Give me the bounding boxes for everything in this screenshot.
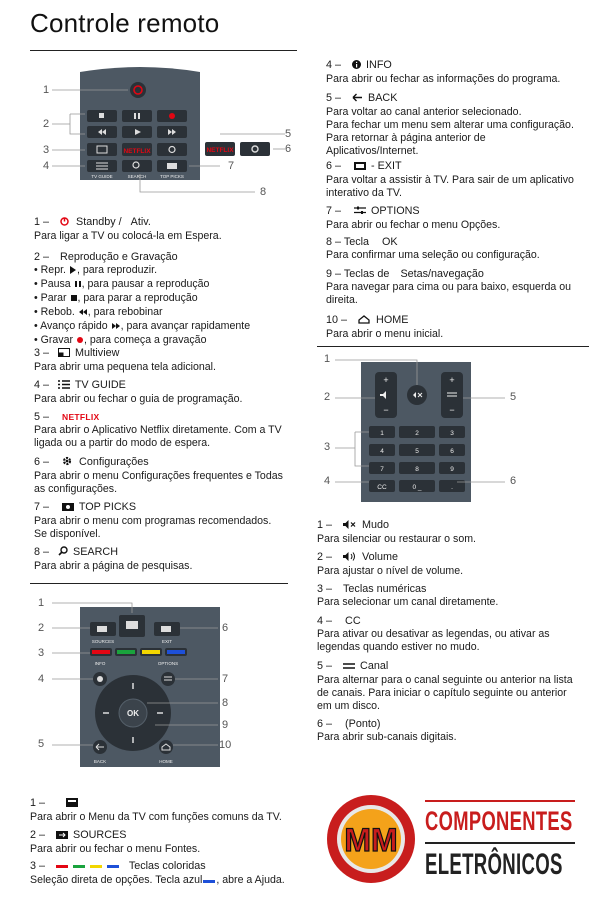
bullet-rewind-label: • Rebob. bbox=[34, 305, 75, 318]
item-number: 1 – bbox=[34, 216, 50, 228]
item-desc-2: de canais. Para iniciar o capítulo seguinte ou anterior bbox=[317, 687, 567, 700]
item-desc: Para abrir o menu com programas recomendados. bbox=[34, 515, 272, 528]
remote-diagram-top bbox=[30, 62, 300, 202]
item-desc: Para voltar a assistir à TV. Para sair de um aplicativo bbox=[326, 174, 574, 187]
right-divider bbox=[317, 346, 589, 347]
remote3-label-2: 2 bbox=[324, 391, 331, 403]
options-icon bbox=[354, 206, 366, 219]
item-number: 2 – bbox=[317, 551, 333, 563]
remote3-label-5: 5 bbox=[510, 391, 517, 403]
item-tv-guide bbox=[34, 379, 299, 406]
item-channel bbox=[317, 660, 589, 713]
item-desc: Para abrir o menu Configurações frequentes e Todas bbox=[34, 470, 283, 483]
item-desc-3: Para retornar à página anterior de bbox=[326, 132, 486, 145]
numeric-key-label: 1 bbox=[380, 430, 384, 437]
item-heading: Teclas coloridas bbox=[128, 860, 206, 872]
item-heading: (Ponto) bbox=[345, 718, 381, 730]
bullet-rewind-desc: , para rebobinar bbox=[87, 305, 163, 318]
item-number: 6 – bbox=[326, 160, 342, 172]
blue-key-icon bbox=[203, 875, 215, 888]
numeric-key-label: 5 bbox=[415, 448, 419, 455]
item-desc: Para abrir a página de pesquisas. bbox=[34, 560, 193, 573]
bullet-play-desc: , para reproduzir. bbox=[76, 264, 158, 277]
item-desc-2: , abre a Ajuda. bbox=[216, 874, 285, 887]
remote2-label-3: 3 bbox=[38, 647, 45, 659]
logo-text-componentes: COMPONENTES bbox=[425, 806, 573, 836]
item-number: 10 – bbox=[326, 314, 348, 326]
search-icon bbox=[58, 546, 68, 560]
remote2-label-10: 10 bbox=[219, 739, 232, 751]
item-color-keys bbox=[30, 860, 305, 888]
numeric-key-label: . bbox=[451, 484, 453, 491]
remote1-label-1: 1 bbox=[43, 84, 50, 96]
item-multiview bbox=[34, 347, 299, 374]
item-numeric-keys bbox=[317, 583, 589, 609]
tv-menu-icon bbox=[66, 798, 78, 811]
fast-forward-icon bbox=[111, 321, 121, 334]
remote1-label-2: 2 bbox=[43, 118, 50, 130]
item-number: 3 – bbox=[317, 583, 333, 595]
item-number: 6 – bbox=[34, 456, 50, 468]
remote2-label-6: 6 bbox=[222, 622, 229, 634]
item-desc: Para confirmar uma seleção ou configuração. bbox=[326, 249, 540, 262]
item-number: 3 – bbox=[34, 347, 50, 359]
left-divider bbox=[30, 583, 288, 584]
svg-text:HOME: HOME bbox=[159, 759, 173, 764]
gear-icon bbox=[62, 456, 72, 470]
item-heading: Canal bbox=[360, 660, 389, 672]
volume-icon bbox=[343, 552, 357, 565]
item-sources bbox=[30, 829, 300, 856]
numeric-key-label: 6 bbox=[450, 448, 454, 455]
item-desc: Para abrir ou fechar o menu Opções. bbox=[326, 219, 501, 232]
item-desc: Para abrir ou fechar o menu Fontes. bbox=[30, 843, 201, 856]
remote2-label-1: 1 bbox=[38, 597, 45, 609]
back-arrow-icon bbox=[352, 93, 363, 106]
item-number: 5 – bbox=[326, 92, 342, 104]
item-desc-3: em um disco. bbox=[317, 700, 380, 713]
bullet-ff-label: • Avanço rápido bbox=[34, 319, 108, 332]
mute-icon bbox=[343, 520, 357, 533]
item-dot bbox=[317, 718, 589, 744]
item-number: 7 – bbox=[326, 205, 342, 217]
item-number: 9 – Teclas de bbox=[326, 268, 390, 280]
item-number: 7 – bbox=[34, 501, 50, 513]
item-heading: SOURCES bbox=[73, 829, 127, 841]
bullet-record-label: • Gravar bbox=[34, 333, 74, 346]
item-desc: Para voltar ao canal anterior selecionado. bbox=[326, 106, 522, 119]
color-keys-icon bbox=[56, 861, 120, 874]
item-number: 4 – bbox=[34, 379, 50, 391]
item-heading-2: Ativ. bbox=[130, 216, 151, 228]
item-desc: Para abrir o Aplicativo Netflix diretamente. Com a TV bbox=[34, 424, 282, 437]
item-desc: Para abrir o Menu da TV com funções comuns da TV. bbox=[30, 811, 282, 824]
item-heading: INFO bbox=[366, 59, 392, 71]
numeric-key-label: 4 bbox=[380, 448, 384, 455]
item-cc bbox=[317, 615, 589, 654]
item-desc: Para ajustar o nível de volume. bbox=[317, 565, 464, 578]
item-exit bbox=[326, 160, 588, 200]
item-heading: - EXIT bbox=[371, 160, 402, 172]
item-desc-2: Se disponível. bbox=[34, 528, 101, 541]
svg-text:BACK: BACK bbox=[93, 759, 107, 764]
bullet-pause-desc: , para pausar a reprodução bbox=[81, 278, 210, 291]
svg-text:EXIT: EXIT bbox=[161, 639, 173, 644]
item-number: 2 – bbox=[34, 251, 50, 263]
item-heading: HOME bbox=[376, 314, 409, 326]
svg-text:OK: OK bbox=[127, 709, 139, 718]
item-desc: Para abrir uma pequena tela adicional. bbox=[34, 361, 216, 374]
svg-text:SOURCES: SOURCES bbox=[91, 639, 115, 644]
stop-icon bbox=[70, 293, 78, 306]
item-number: 4 – bbox=[317, 615, 333, 627]
remote1-label-6: 6 bbox=[285, 143, 292, 155]
item-number: 5 – bbox=[34, 411, 50, 423]
item-heading: TV GUIDE bbox=[74, 379, 126, 391]
remote2-label-9: 9 bbox=[222, 719, 229, 731]
item-heading: OPTIONS bbox=[371, 205, 420, 217]
bullet-record-desc: , para começa a gravação bbox=[83, 333, 207, 346]
item-number: 8 – bbox=[34, 546, 50, 558]
remote1-label-4: 4 bbox=[43, 160, 50, 172]
remote2-label-2: 2 bbox=[38, 622, 45, 634]
svg-text:−: − bbox=[449, 405, 455, 415]
item-home bbox=[326, 314, 588, 341]
home-icon bbox=[358, 315, 370, 328]
item-desc-2: direita. bbox=[326, 294, 358, 307]
remote3-label-6: 6 bbox=[510, 475, 517, 487]
item-heading: Standby / bbox=[76, 216, 122, 228]
item-volume bbox=[317, 551, 589, 578]
item-desc: Para selecionar um canal diretamente. bbox=[317, 596, 499, 609]
remote1-label-7: 7 bbox=[228, 160, 235, 172]
item-arrows bbox=[326, 268, 588, 307]
item-number: 2 – bbox=[30, 829, 46, 841]
remote2-label-4: 4 bbox=[38, 673, 45, 685]
item-number: 3 – bbox=[30, 860, 46, 872]
item-desc: Para abrir ou fechar as informações do programa. bbox=[326, 73, 561, 86]
item-tv-menu bbox=[30, 797, 300, 824]
remote3-label-4: 4 bbox=[324, 475, 331, 487]
item-desc-2: as configurações. bbox=[34, 483, 118, 496]
item-desc: Para ligar a TV ou colocá-la em Espera. bbox=[34, 230, 222, 243]
sources-icon bbox=[56, 830, 68, 843]
item-heading: Setas/navegação bbox=[400, 268, 484, 280]
item-heading: Teclas numéricas bbox=[343, 583, 427, 595]
item-desc: Para alternar para o canal seguinte ou anterior na lista bbox=[317, 674, 573, 687]
exit-icon bbox=[354, 161, 366, 174]
item-heading: CC bbox=[345, 615, 361, 627]
item-netflix bbox=[34, 411, 299, 450]
bullet-stop-label: • Parar bbox=[34, 292, 67, 305]
bullet-pause-label: • Pausa bbox=[34, 278, 71, 291]
remote3-label-3: 3 bbox=[324, 441, 331, 453]
numeric-key-label: CC bbox=[377, 484, 387, 491]
svg-text:TOP PICKS: TOP PICKS bbox=[160, 174, 184, 179]
item-number: 6 – bbox=[317, 718, 333, 730]
multiview-icon bbox=[58, 348, 70, 361]
remote1-label-3: 3 bbox=[43, 144, 50, 156]
item-desc: Para abrir o menu inicial. bbox=[326, 328, 444, 341]
item-desc-4: Aplicativos/Internet. bbox=[326, 144, 419, 157]
item-number: 4 – bbox=[326, 59, 342, 71]
item-standby bbox=[34, 216, 299, 243]
item-desc-2: interativo da TV. bbox=[326, 187, 402, 200]
mm-logo bbox=[325, 793, 417, 885]
numeric-key-label: 7 bbox=[380, 466, 384, 473]
item-desc: Para silenciar ou restaurar o som. bbox=[317, 533, 476, 546]
numeric-key-label: 0 _ bbox=[412, 484, 422, 491]
remote-diagram-middle bbox=[30, 595, 270, 770]
netflix-logo: NETFLIX bbox=[62, 412, 100, 422]
svg-text:+: + bbox=[383, 375, 389, 385]
item-desc: Para ativar ou desativar as legendas, ou ativar as bbox=[317, 628, 550, 641]
remote1-label-8: 8 bbox=[260, 186, 267, 198]
svg-text:+: + bbox=[449, 375, 455, 385]
item-desc: Para abrir ou fechar o guia de programação. bbox=[34, 393, 243, 406]
item-desc: Para abrir sub-canais digitais. bbox=[317, 731, 457, 744]
svg-text:−: − bbox=[383, 405, 389, 415]
logo-text-eletronicos: ELETRÔNICOS bbox=[425, 848, 563, 881]
remote2-label-5: 5 bbox=[38, 738, 45, 750]
numeric-key-label: 8 bbox=[415, 466, 419, 473]
item-info bbox=[326, 59, 588, 86]
item-number: 1 – bbox=[317, 519, 333, 531]
item-search bbox=[34, 546, 299, 573]
item-desc-2: Para fechar um menu sem alterar uma configuração. bbox=[326, 119, 574, 132]
item-desc-2: ligada ou a partir do modo de espera. bbox=[34, 437, 211, 450]
item-ok bbox=[326, 236, 588, 262]
item-heading: OK bbox=[382, 236, 398, 248]
title-divider bbox=[30, 50, 297, 51]
item-heading: Mudo bbox=[362, 519, 390, 531]
item-mute bbox=[317, 519, 589, 546]
guide-icon bbox=[58, 380, 70, 393]
item-top-picks bbox=[34, 501, 299, 541]
item-heading: TOP PICKS bbox=[78, 501, 137, 513]
numeric-key-label: 2 bbox=[415, 430, 419, 437]
item-number: 5 – bbox=[317, 660, 333, 672]
item-heading: SEARCH bbox=[73, 546, 119, 558]
item-playback bbox=[34, 251, 299, 348]
item-number: 8 – Tecla bbox=[326, 236, 370, 248]
bullet-play-label: • Repr. bbox=[34, 264, 66, 277]
svg-text:TV GUIDE: TV GUIDE bbox=[91, 174, 113, 179]
svg-text:NETFLIX: NETFLIX bbox=[206, 147, 234, 154]
item-heading: Volume bbox=[362, 551, 399, 563]
item-desc: Para navegar para cima ou para baixo, esquerda ou bbox=[326, 281, 571, 294]
info-icon bbox=[352, 60, 361, 73]
item-heading: BACK bbox=[368, 92, 398, 104]
bullet-stop-desc: , para parar a reprodução bbox=[77, 292, 198, 305]
svg-text:MM: MM bbox=[344, 822, 398, 858]
item-desc-2: legendas quando estiver no mudo. bbox=[317, 641, 480, 654]
power-icon bbox=[60, 217, 69, 230]
svg-text:OPTIONS: OPTIONS bbox=[157, 661, 179, 666]
logo-rule-middle bbox=[425, 842, 575, 844]
item-options bbox=[326, 205, 588, 232]
remote2-label-8: 8 bbox=[222, 697, 229, 709]
svg-text:NETFLIX: NETFLIX bbox=[123, 148, 151, 155]
bullet-ff-desc: , para avançar rapidamente bbox=[120, 319, 251, 332]
item-heading: Multiview bbox=[75, 347, 120, 359]
item-settings bbox=[34, 456, 299, 496]
item-desc: Seleção direta de opções. Tecla azul bbox=[30, 874, 203, 887]
remote1-label-5: 5 bbox=[285, 128, 292, 140]
item-number: 1 – bbox=[30, 797, 46, 809]
item-back bbox=[326, 92, 588, 158]
item-heading: Reprodução e Gravação bbox=[60, 251, 178, 263]
svg-text:INFO: INFO bbox=[94, 661, 106, 666]
logo-rule-top bbox=[425, 800, 575, 802]
record-icon bbox=[76, 335, 84, 348]
rewind-icon bbox=[78, 307, 88, 320]
item-heading: Configurações bbox=[79, 456, 149, 468]
play-icon bbox=[69, 265, 77, 278]
numeric-key-label: 9 bbox=[450, 466, 454, 473]
svg-text:SEARCH: SEARCH bbox=[127, 174, 147, 179]
pause-icon bbox=[74, 279, 82, 292]
page-title: Controle remoto bbox=[30, 8, 220, 38]
top-picks-icon bbox=[62, 502, 74, 515]
remote2-label-7: 7 bbox=[222, 673, 229, 685]
channel-icon bbox=[343, 661, 355, 674]
numeric-key-label: 3 bbox=[450, 430, 454, 437]
remote3-label-1: 1 bbox=[324, 353, 331, 365]
